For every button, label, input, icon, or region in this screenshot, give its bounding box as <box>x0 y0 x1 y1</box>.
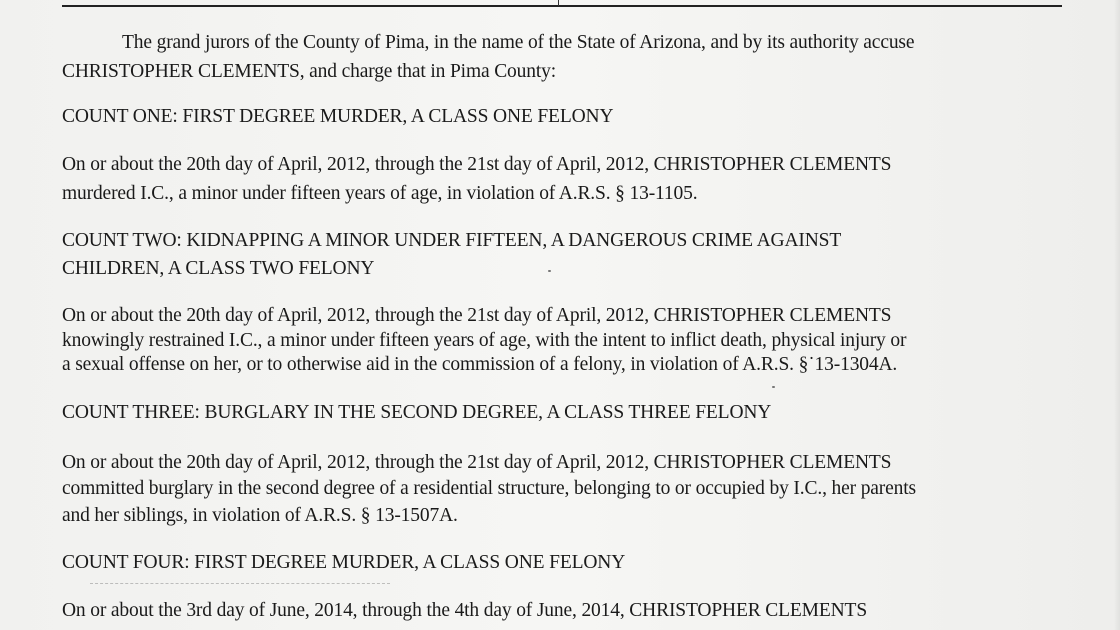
count-two-heading-line-2: CHILDREN, A CLASS TWO FELONY <box>62 258 375 279</box>
intro-line-2: CHRISTOPHER CLEMENTS, and charge that in Pima County: <box>62 61 556 82</box>
count-one-body-line-1: On or about the 20th day of April, 2012, through the 21st day of April, 2012, CHRISTOPHER CLEMENTS <box>62 154 892 175</box>
count-three-heading: COUNT THREE: BURGLARY IN THE SECOND DEGREE, A CLASS THREE FELONY <box>62 402 772 423</box>
scan-speck <box>772 386 775 388</box>
count-four-heading: COUNT FOUR: FIRST DEGREE MURDER, A CLASS ONE FELONY <box>62 552 626 573</box>
header-rule <box>62 5 1062 7</box>
count-one-body-line-2: murdered I.C., a minor under fifteen years of age, in violation of A.R.S. § 13-1105. <box>62 183 698 204</box>
count-two-body-line-2: knowingly restrained I.C., a minor under fifteen years of age, with the intent to inflict death, physical injury or <box>62 330 907 351</box>
count-three-body-line-2: committed burglary in the second degree of a residential structure, belonging to or occupied by I.C., her parents <box>62 478 916 499</box>
intro-line-1: The grand jurors of the County of Pima, in the name of the State of Arizona, and by its authority accuse <box>122 32 915 53</box>
count-two-body-line-3: a sexual offense on her, or to otherwise aid in the commission of a felony, in violation of A.R.S. §˙13-1304A. <box>62 354 898 375</box>
count-three-body-line-3: and her siblings, in violation of A.R.S. § 13-1507A. <box>62 505 458 526</box>
header-divider-tick <box>558 0 559 6</box>
count-four-body-line-1: On or about the 3rd day of June, 2014, through the 4th day of June, 2014, CHRISTOPHER CLEMENTS <box>62 600 868 621</box>
scan-artifact-dash <box>90 583 390 585</box>
scan-speck <box>548 270 551 272</box>
count-two-heading-line-1: COUNT TWO: KIDNAPPING A MINOR UNDER FIFTEEN, A DANGEROUS CRIME AGAINST <box>62 230 842 251</box>
count-one-heading: COUNT ONE: FIRST DEGREE MURDER, A CLASS ONE FELONY <box>62 106 614 127</box>
page-edge-shadow <box>1114 0 1120 630</box>
count-three-body-line-1: On or about the 20th day of April, 2012, through the 21st day of April, 2012, CHRISTOPHER CLEMENTS <box>62 452 892 473</box>
count-two-body-line-1: On or about the 20th day of April, 2012, through the 21st day of April, 2012, CHRISTOPHER CLEMENTS <box>62 305 892 326</box>
